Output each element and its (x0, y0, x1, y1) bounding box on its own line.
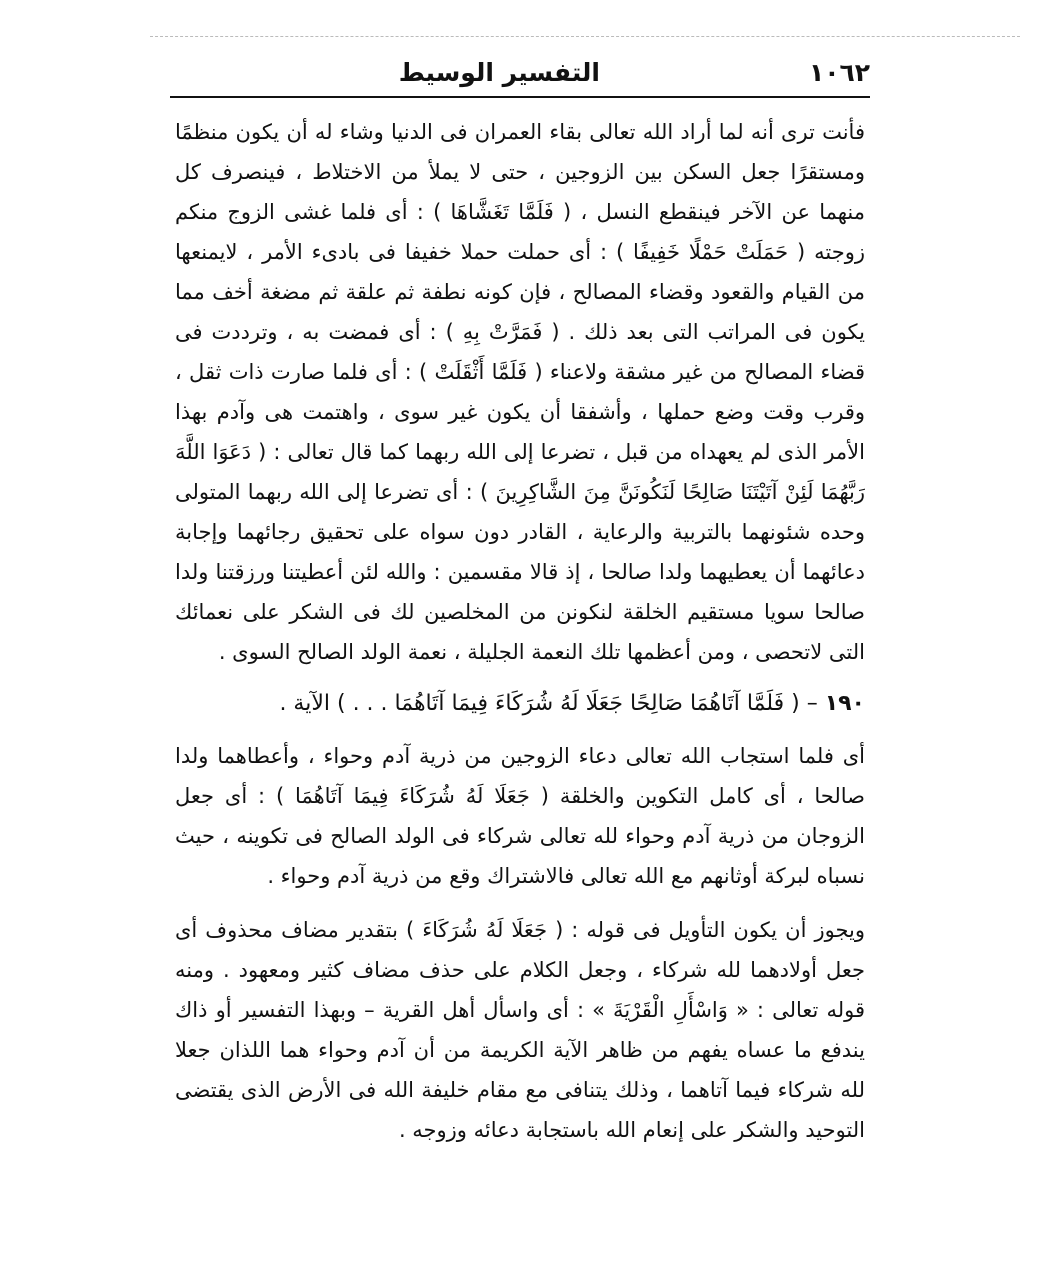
verse-heading (175, 682, 865, 726)
paragraph-2: أى فلما استجاب الله تعالى دعاء الزوجين من ذرية آدم وحواء ، وأعطاهما ولدا صالحا ، أى كامل التكوين والخلقة ( جَعَلَا لَهُ شُرَكَاءَ فِيمَا آتَاهُمَا ) : أى جعل الزوجان من ذرية آدم وحواء لله تعالى شركاء فى الولد الصالح فى تكوينه ، حيث نسباه لبركة أوثانهم مع الله تعالى فالاشتراك وقع من ذرية آدم وحواء . (175, 744, 865, 888)
paragraph-1: فأنت ترى أنه لما أراد الله تعالى بقاء العمران فى الدنيا وشاء له أن يكون منظمًا ومستقرًا جعل السكن بين الزوجين ، حتى لا يملأ من الاختلاط ، فينصرف كل منهما عن الآخر فينقطع النسل ، ( فَلَمَّا تَغَشَّاهَا ) : أى فلما غشى الزوج منكم زوجته ( حَمَلَتْ حَمْلًا خَفِيفًا ) : أى حملت حملا خفيفا فى بادىء الأمر ، لايمنعها من القيام والقعود وقضاء المصالح ، فإن كونه نطفة ثم علقة ثم مضغة أخف مما يكون فى المراتب التى بعد ذلك . ( فَمَرَّتْ بِهِ ) : أى فمضت به ، وترددت فى قضاء المصالح من غير مشقة ولاعناء ( فَلَمَّا أَثْقَلَتْ ) : أى فلما صارت ذات ثقل ، وقرب وقت وضع حملها ، وأشفقا أن يكون غير سوى ، واهتمت هى وآدم بهذا الأمر الذى لم يعهداه من قبل ، تضرعا إلى الله ربهما كما قال تعالى : ( دَعَوَا اللَّهَ رَبَّهُمَا لَئِنْ آتَيْتَنَا صَالِحًا لَنَكُونَنَّ مِنَ الشَّاكِرِينَ ) : أى تضرعا إلى الله ربهما المتولى وحده شئونهما بالتربية والرعاية ، القادر دون سواه على تحقيق رجائهما وإجابة دعائهما أن يعطيهما ولدا صالحا ، إذ قالا مقسمين : والله لئن أعطيتنا ورزقتنا ولدا صالحا سويا مستقيم الخلقة لنكونن من المخلصين لك فى الشكر على نعمائك التى لاتحصى ، ومن أعظمها تلك النعمة الجليلة ، نعمة الولد الصالح السوى . (175, 120, 865, 664)
paragraph-3: ويجوز أن يكون التأويل فى قوله : ( جَعَلَا لَهُ شُرَكَاءَ ) بتقدير مضاف محذوف أى جعل أولادهما لله شركاء ، وجعل الكلام على حذف مضاف كثير ومعهود . ومنه قوله تعالى : « وَاسْأَلِ الْقَرْيَةَ » : أى واسأل أهل القرية – وبهذا التفسير أو ذاك يندفع ما عساه يفهم من ظاهر الآية الكريمة من أن آدم وحواء هما اللذان جعلا لله شركاء فيما آتاهما ، وذلك يتنافى مع مقام خليفة الله فى الأرض الذى يقتضى التوحيد والشكر على إنعام الله باستجابة دعائه وزوجه . (175, 918, 865, 1142)
verse-heading-text: – ( فَلَمَّا آتَاهُمَا صَالِحًا جَعَلَا لَهُ شُرَكَاءَ فِيمَا آتَاهُمَا . . . ) الآية . (279, 691, 825, 716)
scan-edge-line (150, 36, 1020, 37)
page-header (170, 58, 870, 98)
header-divider (170, 96, 870, 98)
running-title: التفسير الوسيط (398, 58, 600, 87)
page-body (175, 112, 865, 1150)
verse-number: ١٩٠ (824, 691, 865, 716)
page-number: ١٠٦٢ (808, 58, 870, 87)
